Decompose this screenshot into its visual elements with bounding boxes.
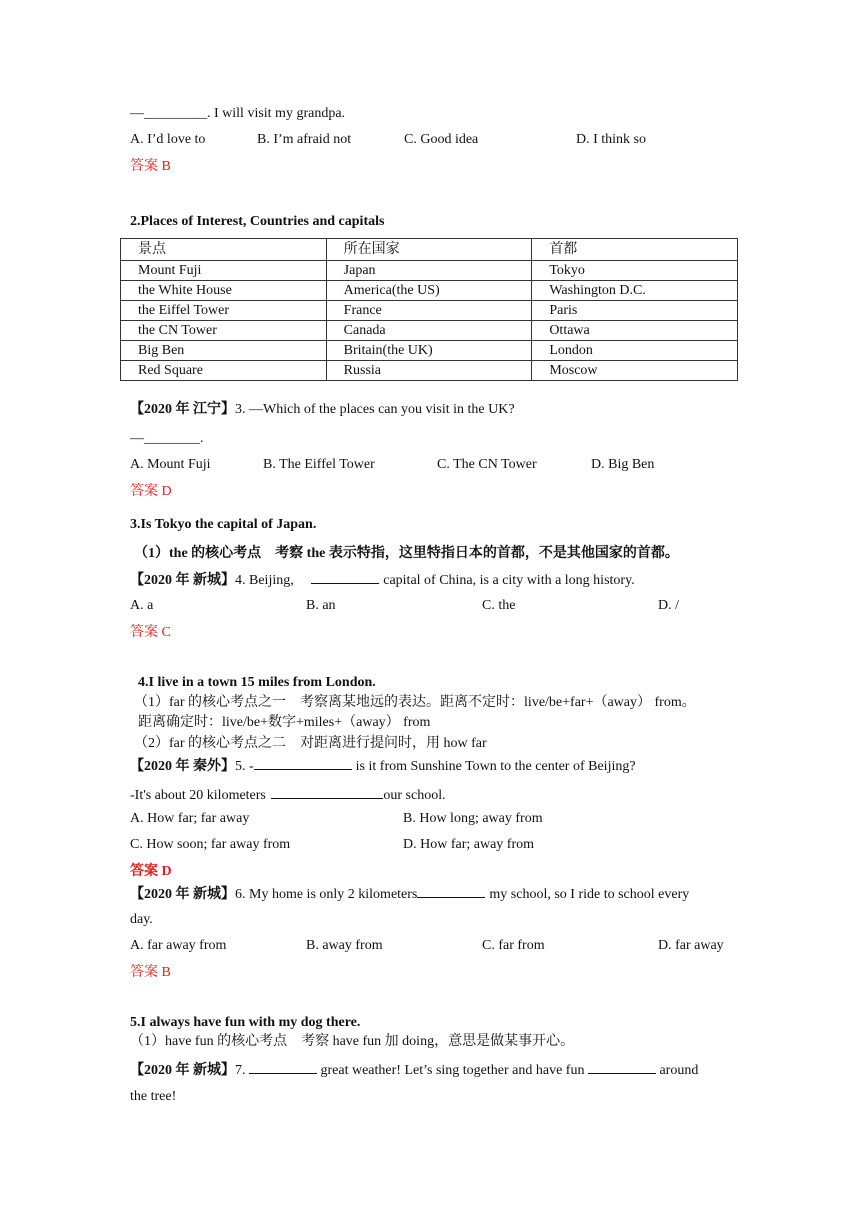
table-cell: Japan xyxy=(326,261,532,281)
q7-text-d: the tree! xyxy=(130,1089,177,1104)
places-table xyxy=(120,238,738,381)
table-cell: America(the US) xyxy=(326,281,532,301)
q3-option-c: C. The CN Tower xyxy=(437,457,537,472)
q4-text-a: 4. Beijing, xyxy=(235,573,294,588)
table-cell: Britain(the UK) xyxy=(326,341,532,361)
table-header-cell: 景点 xyxy=(121,239,327,261)
q7-line xyxy=(130,1059,698,1080)
table-cell: the Eiffel Tower xyxy=(121,301,327,321)
q4-tag: 【2020 年 新城】 xyxy=(130,573,235,588)
q4-option-c: C. the xyxy=(482,598,516,613)
table-header-cell: 所在国家 xyxy=(326,239,532,261)
q5-option-c: C. How soon; far away from xyxy=(130,837,291,852)
table-cell: Moscow xyxy=(532,361,738,381)
q2-option-b: B. I’m afraid not xyxy=(257,132,352,147)
q5-answer: 答案 D xyxy=(130,864,172,879)
q5-line2-b: our school. xyxy=(383,788,446,803)
q2-option-d: D. I think so xyxy=(576,132,646,147)
q5-tag: 【2020 年 秦外】 xyxy=(130,759,235,774)
q5-option-d: D. How far; away from xyxy=(403,837,535,852)
table-row xyxy=(121,321,738,341)
q4-line xyxy=(130,569,635,590)
table-cell: Washington D.C. xyxy=(532,281,738,301)
q6-text-a: 6. My home is only 2 kilometers xyxy=(235,887,418,902)
section4-note-1b: 距离确定时：live/be+数字+miles+（away） from xyxy=(138,715,431,730)
q6-blank xyxy=(417,883,485,898)
table-row xyxy=(121,281,738,301)
table-cell: France xyxy=(326,301,532,321)
q6-line xyxy=(130,883,689,904)
q4-blank xyxy=(311,569,379,584)
q5-line2-a: -It's about 20 kilometers xyxy=(130,788,266,803)
section3-note: （1）the 的核心考点 考察 the 表示特指，这里特指日本的首都，不是其他国家的首都。 xyxy=(134,546,679,561)
section4-note-2: （2）far 的核心考点之二 对距离进行提问时，用 how far xyxy=(134,736,487,751)
q7-text-a: 7. xyxy=(235,1063,246,1078)
q4-text-b: capital of China, is a city with a long history. xyxy=(383,573,635,588)
table-cell: Canada xyxy=(326,321,532,341)
q7-text-c: around xyxy=(659,1063,699,1078)
q6-tag: 【2020 年 新城】 xyxy=(130,887,235,902)
table-row xyxy=(121,361,738,381)
section2-title: 2.Places of Interest, Countries and capitals xyxy=(130,214,385,229)
q5-text-b: is it from Sunshine Town to the center of Beijing? xyxy=(355,759,636,774)
q3-option-a: A. Mount Fuji xyxy=(130,457,211,472)
table-header-row xyxy=(121,239,738,261)
table-row xyxy=(121,301,738,321)
q6-option-b: B. away from xyxy=(306,938,383,953)
table-cell: Ottawa xyxy=(532,321,738,341)
section4-note-1a: （1）far 的核心考点之一 考察离某地远的表达。距离不定时：live/be+far+（away） from。 xyxy=(134,695,696,710)
q6-option-c: C. far from xyxy=(482,938,545,953)
table-cell: the CN Tower xyxy=(121,321,327,341)
q6-option-d: D. far away xyxy=(658,938,724,953)
table-cell: Russia xyxy=(326,361,532,381)
table-cell: Big Ben xyxy=(121,341,327,361)
q3-reply: —________. xyxy=(130,431,204,446)
q4-option-a: A. a xyxy=(130,598,154,613)
q3-option-d: D. Big Ben xyxy=(591,457,655,472)
q5-blank-1 xyxy=(254,755,352,770)
q6-text-c: day. xyxy=(130,912,153,927)
q3-tag: 【2020 年 江宁】 xyxy=(130,402,235,417)
q7-text-b: great weather! Let’s sing together and have fun xyxy=(320,1063,585,1078)
q6-answer: 答案 B xyxy=(130,965,171,980)
section4-title: 4.I live in a town 15 miles from London. xyxy=(138,675,376,690)
q3-line xyxy=(130,401,515,419)
q4-option-b: B. an xyxy=(306,598,336,613)
q3-text: 3. —Which of the places can you visit in the UK? xyxy=(235,402,515,417)
q3-answer: 答案 D xyxy=(130,484,172,499)
q2-option-a: A. I’d love to xyxy=(130,132,206,147)
table-row xyxy=(121,261,738,281)
q5-line xyxy=(130,755,636,776)
q5-text-a: 5. - xyxy=(235,759,254,774)
table-cell: Paris xyxy=(532,301,738,321)
q2-option-c: C. Good idea xyxy=(404,132,479,147)
q5-line-2 xyxy=(130,784,446,805)
table-cell: Tokyo xyxy=(532,261,738,281)
section5-note: （1）have fun 的核心考点 考察 have fun 加 doing，意思是做某事开心。 xyxy=(130,1034,575,1049)
table-header-cell: 首都 xyxy=(532,239,738,261)
table-cell: London xyxy=(532,341,738,361)
q3-option-b: B. The Eiffel Tower xyxy=(263,457,375,472)
table-cell: the White House xyxy=(121,281,327,301)
q5-option-b: B. How long; away from xyxy=(403,811,543,826)
q6-text-b: my school, so I ride to school every xyxy=(489,887,690,902)
q7-tag: 【2020 年 新城】 xyxy=(130,1063,235,1078)
q5-blank-2 xyxy=(271,784,383,799)
table-cell: Red Square xyxy=(121,361,327,381)
q4-option-d: D. / xyxy=(658,598,679,613)
q7-blank-2 xyxy=(588,1059,656,1074)
q4-answer: 答案 C xyxy=(130,625,171,640)
q5-option-a: A. How far; far away xyxy=(130,811,250,826)
q2-answer: 答案 B xyxy=(130,159,171,174)
q7-blank-1 xyxy=(249,1059,317,1074)
q6-option-a: A. far away from xyxy=(130,938,227,953)
q2-reply: —_________. I will visit my grandpa. xyxy=(130,106,346,121)
section3-title: 3.Is Tokyo the capital of Japan. xyxy=(130,517,317,532)
section5-title: 5.I always have fun with my dog there. xyxy=(130,1015,361,1030)
table-row xyxy=(121,341,738,361)
table-cell: Mount Fuji xyxy=(121,261,327,281)
